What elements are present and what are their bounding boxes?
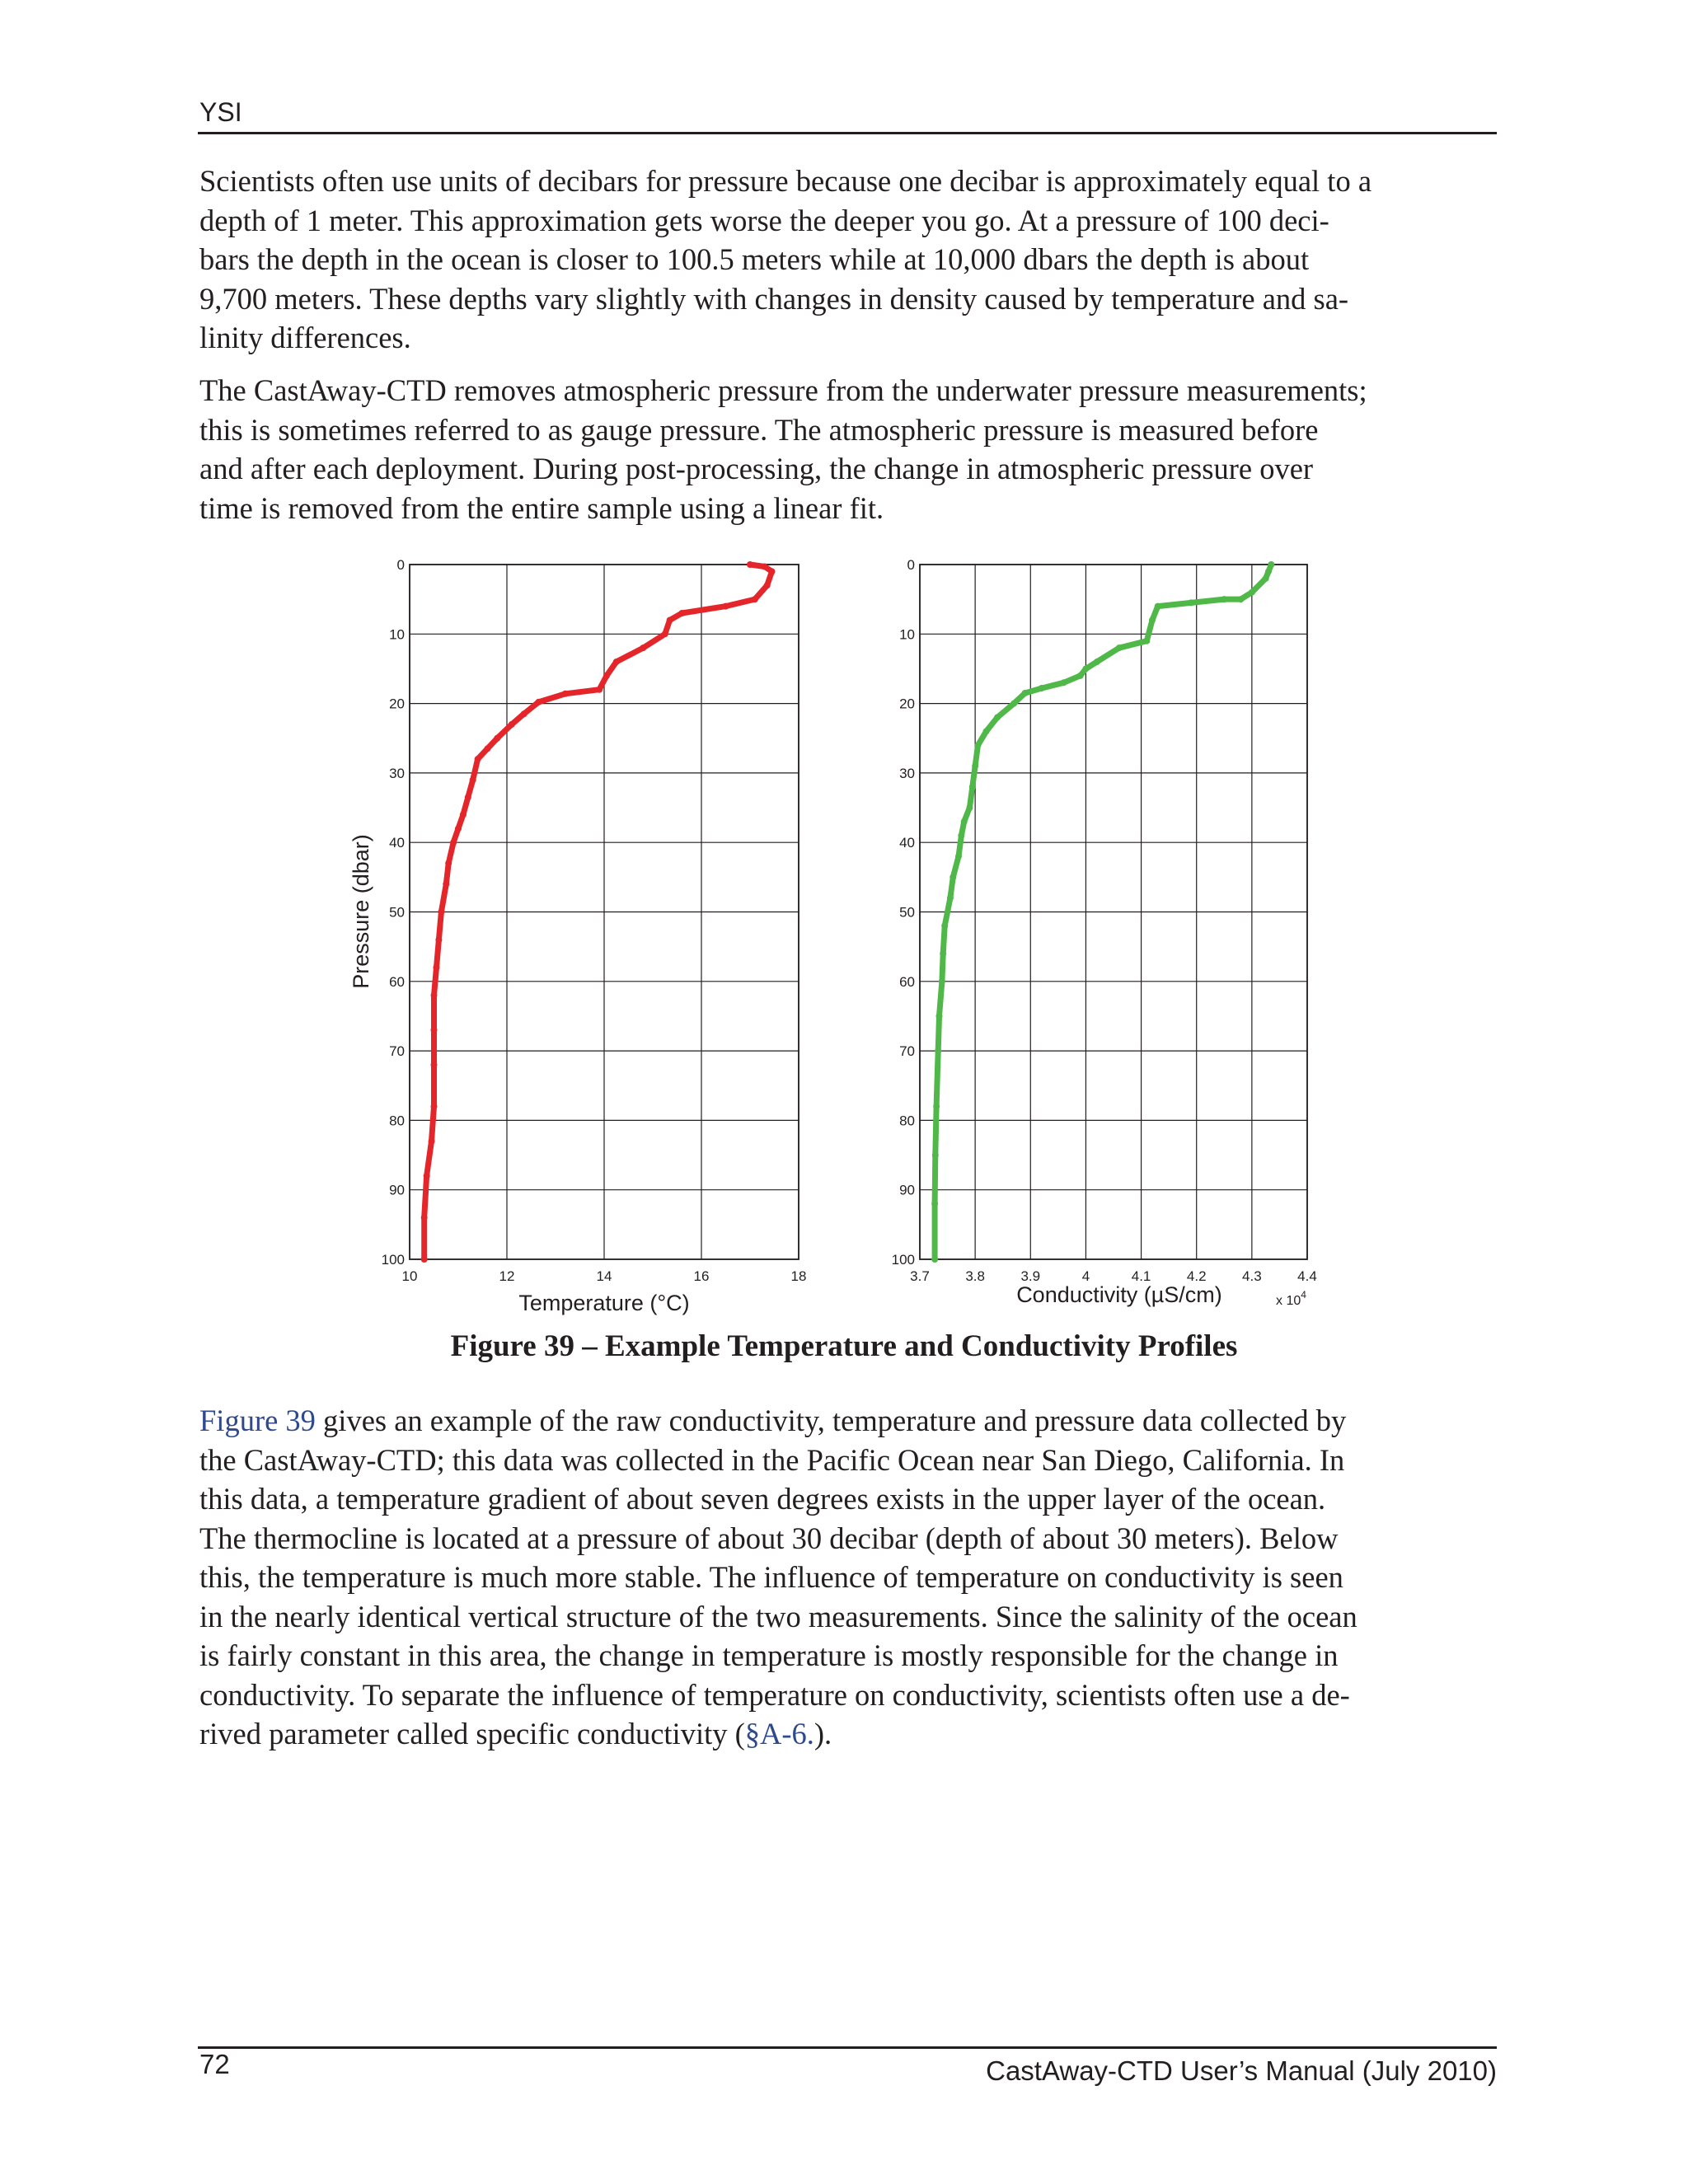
profile-data-point xyxy=(933,1104,940,1110)
profile-data-point xyxy=(1094,658,1100,665)
x-tick-label: 14 xyxy=(596,1268,612,1284)
profile-data-point xyxy=(769,568,776,574)
profile-data-point xyxy=(562,691,569,697)
x-tick-label: 4 xyxy=(1081,1268,1090,1284)
y-tick-label: 40 xyxy=(899,835,915,851)
footer-rule xyxy=(198,2046,1497,2049)
profile-data-point xyxy=(975,742,982,748)
x-tick-label: 3.7 xyxy=(910,1268,930,1284)
profile-data-point xyxy=(475,756,481,762)
p2-line-2: this is sometimes referred to as gauge pressure. The atmospheric pressure is measured before xyxy=(199,412,1319,447)
profile-data-point xyxy=(941,922,948,929)
profile-data-point xyxy=(431,1027,438,1033)
profile-data-point xyxy=(521,710,528,717)
profile-data-point xyxy=(1116,644,1123,651)
x-axis-multiplier: x $10^4$ xyxy=(1276,1289,1306,1308)
profile-data-point xyxy=(932,1152,939,1159)
profile-data-point xyxy=(450,839,457,846)
profile-data-point xyxy=(613,658,620,665)
y-tick-label: 100 xyxy=(381,1252,405,1268)
profile-data-point xyxy=(972,762,978,769)
profile-data-point xyxy=(1022,690,1029,696)
profile-data-point xyxy=(1039,685,1045,691)
profile-data-point xyxy=(424,1173,430,1179)
x-tick-label: 12 xyxy=(499,1268,515,1284)
profile-data-point xyxy=(596,687,603,693)
profile-data-point xyxy=(747,561,753,568)
profile-data-point xyxy=(429,1138,435,1145)
y-tick-label: 90 xyxy=(389,1182,405,1198)
y-tick-label: 40 xyxy=(389,835,405,851)
profile-data-point xyxy=(455,825,462,832)
y-tick-label: 100 xyxy=(891,1252,915,1268)
profile-data-point xyxy=(431,1104,438,1110)
p2-line-4: time is removed from the entire sample using a linear fit. xyxy=(199,490,884,525)
profile-data-point xyxy=(1249,589,1255,596)
p2-line-1: The CastAway-CTD removes atmospheric pressure from the underwater pressure measurements; xyxy=(199,373,1367,407)
profile-data-point xyxy=(1265,568,1272,574)
profile-data-point xyxy=(723,603,729,610)
section-a6-link[interactable]: §A-6. xyxy=(744,1717,814,1750)
profile-data-point xyxy=(764,582,771,588)
profile-data-point xyxy=(966,804,973,811)
profile-data-point xyxy=(1077,673,1084,679)
profile-data-point xyxy=(940,950,946,957)
y-tick-label: 50 xyxy=(899,904,915,921)
profile-data-point xyxy=(438,909,444,916)
figure-39-link[interactable]: Figure 39 xyxy=(199,1404,316,1437)
profile-data-point xyxy=(494,735,500,742)
conductivity-profile-chart xyxy=(892,557,1317,1308)
y-tick-label: 20 xyxy=(899,696,915,712)
profile-data-point xyxy=(535,699,542,705)
y-tick-label: 10 xyxy=(899,626,915,643)
profile-data-point xyxy=(947,895,954,902)
y-tick-label: 50 xyxy=(389,904,405,921)
profile-data-point xyxy=(603,673,610,679)
p3-line-1-rest: gives an example of the raw conductivity, temperature and pressure data collected by xyxy=(315,1404,1347,1437)
profile-data-point xyxy=(935,1047,941,1054)
profile-data-point xyxy=(936,1013,943,1019)
y-tick-label: 60 xyxy=(389,973,405,990)
p2-line-3: and after each deployment. During post-processing, the change in atmospheric pressure over xyxy=(199,452,1314,485)
y-tick-label: 80 xyxy=(899,1113,915,1129)
y-tick-label: 80 xyxy=(389,1113,405,1129)
profile-data-point xyxy=(1155,603,1161,610)
footer-title: CastAway-CTD User’s Manual (July 2010) xyxy=(986,2055,1497,2086)
profile-data-point xyxy=(640,644,646,651)
profile-data-point xyxy=(1268,561,1274,568)
profile-data-point xyxy=(460,811,467,818)
p3-line-5: this, the temperature is much more stable. The influence of temperature on conductivity is seen xyxy=(199,1560,1343,1594)
y-tick-label: 10 xyxy=(389,626,405,643)
profile-data-point xyxy=(958,832,964,839)
x-tick-label: 3.9 xyxy=(1020,1268,1041,1284)
profile-data-point xyxy=(443,881,449,888)
p1-line-3: bars the depth in the ocean is closer to 100.5 meters while at 10,000 dbars the depth is about xyxy=(199,242,1310,276)
y-tick-label: 70 xyxy=(389,1043,405,1060)
profile-data-point xyxy=(421,1214,428,1221)
p3-last-line-post: ). xyxy=(814,1717,832,1750)
profile-data-point xyxy=(445,860,452,866)
y-tick-label: 30 xyxy=(389,765,405,781)
y-tick-label: 20 xyxy=(389,696,405,712)
x-tick-label: 16 xyxy=(693,1268,710,1284)
p1-line-1: Scientists often use units of decibars for pressure because one decibar is approximately equal to a xyxy=(199,164,1372,198)
profile-data-point xyxy=(465,794,471,800)
profile-data-point xyxy=(1149,616,1156,623)
profile-data-point xyxy=(983,728,990,734)
y-tick-label: 60 xyxy=(899,973,915,990)
profile-data-point xyxy=(994,714,1001,720)
temperature-profile-chart xyxy=(349,557,806,1315)
p1-line-5: linity differences. xyxy=(199,321,411,354)
x-tick-label: 10 xyxy=(401,1268,418,1284)
profile-data-point xyxy=(931,1256,938,1263)
running-header: YSI xyxy=(199,97,242,127)
profile-data-point xyxy=(667,616,673,623)
profile-data-point xyxy=(431,992,438,999)
x-axis-label-temperature: Temperature (°C) xyxy=(518,1291,690,1315)
y-tick-label: 30 xyxy=(899,765,915,781)
profile-data-point xyxy=(421,1256,428,1263)
profile-data-point xyxy=(1237,596,1244,602)
profile-data-point xyxy=(1221,596,1227,602)
profile-data-point xyxy=(431,1062,438,1068)
profile-data-point xyxy=(678,610,685,616)
p1-line-2: depth of 1 meter. This approximation gets worse the deeper you go. At a pressure of 100 deci- xyxy=(199,203,1329,237)
profile-data-point xyxy=(950,874,956,880)
profile-data-point xyxy=(1010,701,1017,707)
profile-data-point xyxy=(509,721,515,728)
p1-line-4: 9,700 meters. These depths vary slightly with changes in density caused by temperature and sa- xyxy=(199,281,1349,316)
p3-line-6: in the nearly identical vertical structure of the two measurements. Since the salinity of the ocean xyxy=(199,1599,1357,1633)
paragraph-figure-discussion xyxy=(199,1401,1500,1754)
profile-data-point xyxy=(662,630,668,637)
profile-data-point xyxy=(433,964,439,971)
y-tick-label: 0 xyxy=(396,557,405,573)
profile-data-point xyxy=(752,596,758,602)
x-tick-label: 4.3 xyxy=(1242,1268,1262,1284)
y-tick-label: 0 xyxy=(907,557,915,573)
profile-data-point xyxy=(961,818,968,825)
profile-data-point xyxy=(1061,679,1067,686)
profile-data-point xyxy=(1143,638,1150,644)
profile-data-point xyxy=(484,745,490,752)
profile-data-point xyxy=(1188,599,1194,606)
y-axis-label: Pressure (dbar) xyxy=(349,834,373,989)
profile-data-point xyxy=(931,1201,938,1207)
profile-data-point xyxy=(762,564,768,570)
p3-line-7: is fairly constant in this area, the change in temperature is mostly responsible for the change in xyxy=(199,1638,1339,1672)
page-number: 72 xyxy=(199,2049,230,2079)
profile-data-point xyxy=(470,776,476,783)
x-tick-label: 4.2 xyxy=(1186,1268,1207,1284)
y-tick-label: 70 xyxy=(899,1043,915,1060)
profile-data-point xyxy=(939,978,945,985)
figure-caption: Figure 39 – Example Temperature and Conductivity Profiles xyxy=(450,1329,1238,1363)
profile-data-point xyxy=(969,784,976,790)
profile-data-point xyxy=(435,936,442,943)
profile-data-point xyxy=(955,853,962,860)
p3-line-4: The thermocline is located at a pressure of about 30 decibar (depth of about 30 meters). Below xyxy=(199,1521,1339,1555)
p3-line-2: the CastAway-CTD; this data was collected in the Pacific Ocean near San Diego, California. In xyxy=(199,1442,1345,1477)
x-tick-label: 3.8 xyxy=(965,1268,985,1284)
profile-data-point xyxy=(1082,665,1089,672)
x-tick-label: 18 xyxy=(790,1268,807,1284)
x-tick-label: 4.1 xyxy=(1131,1268,1151,1284)
p3-line-8: conductivity. To separate the influence of temperature on conductivity, scientists often use a de- xyxy=(199,1677,1350,1712)
x-tick-label: 4.4 xyxy=(1297,1268,1317,1284)
y-tick-label: 90 xyxy=(899,1182,915,1198)
profile-data-point xyxy=(1263,575,1269,582)
p3-last-line-pre: rived parameter called specific conductivity ( xyxy=(199,1717,745,1750)
p3-line-3: this data, a temperature gradient of about seven degrees exists in the upper layer of the ocean. xyxy=(199,1482,1326,1516)
x-axis-label-conductivity: Conductivity (µS/cm) xyxy=(1016,1282,1222,1307)
